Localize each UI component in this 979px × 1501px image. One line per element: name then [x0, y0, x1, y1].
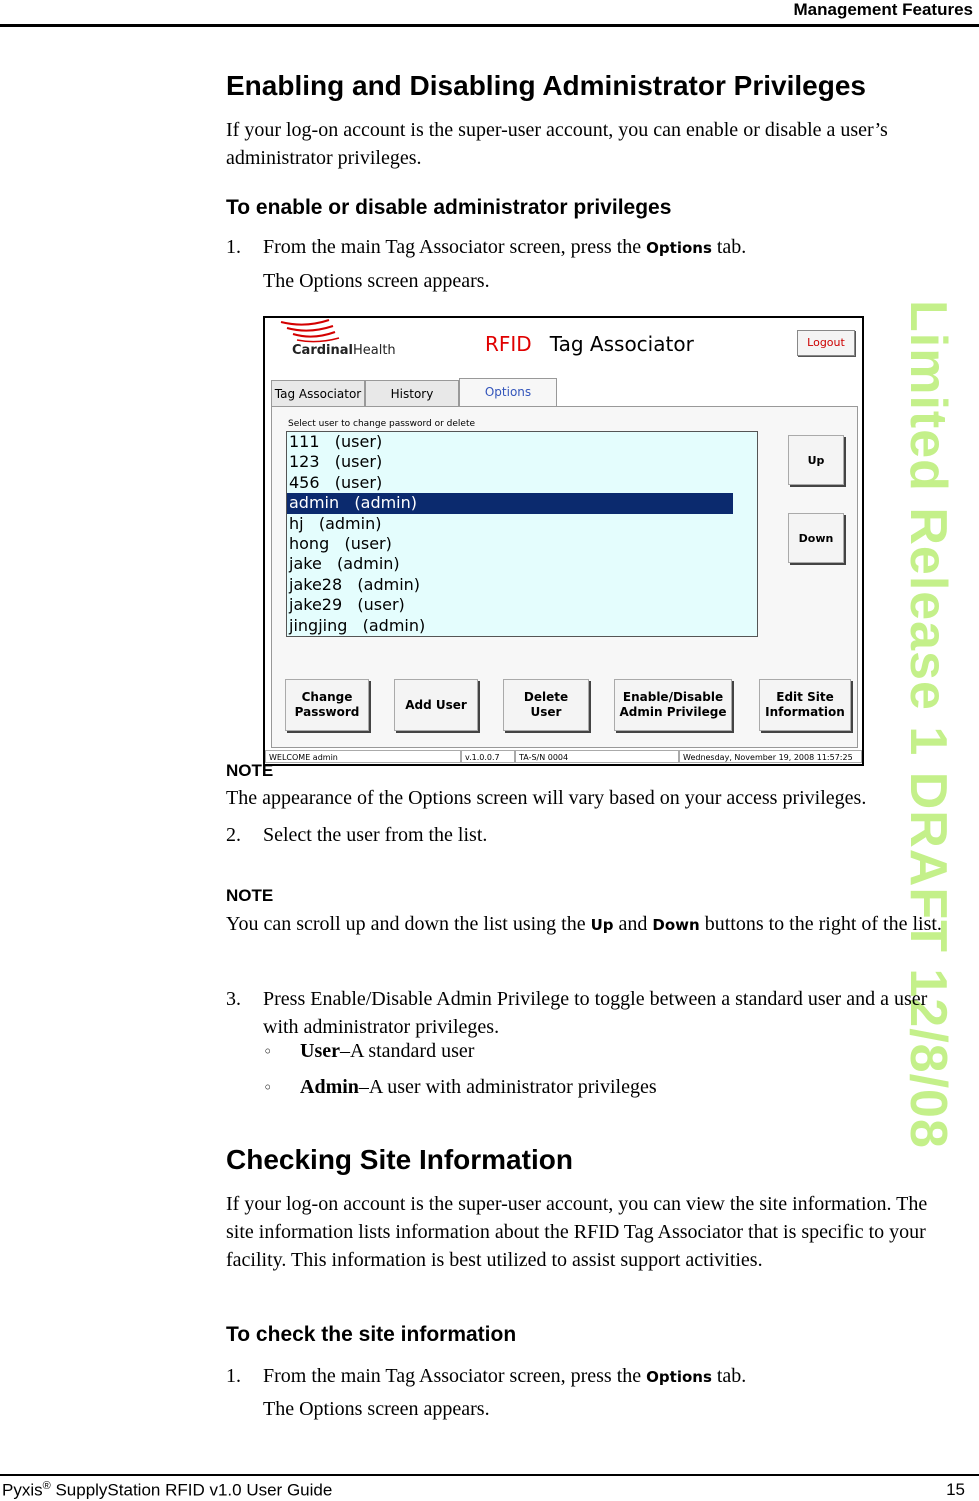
- note-text-end: buttons to the right of the list.: [699, 913, 942, 935]
- footer-guide-title: [2, 1480, 332, 1501]
- options-ui-label: Options: [646, 1368, 712, 1386]
- delete-user-button[interactable]: Delete User: [503, 679, 589, 731]
- bullet-desc: –A standard user: [339, 1040, 475, 1062]
- running-header: Management Features: [793, 0, 973, 19]
- options-ui-label: Options: [646, 239, 712, 257]
- options-panel: [271, 406, 858, 748]
- note-text: [226, 910, 946, 939]
- up-button[interactable]: Up: [788, 435, 844, 485]
- section-heading-admin-privileges: Enabling and Disabling Administrator Privileges: [226, 70, 866, 101]
- logout-button[interactable]: Logout: [797, 330, 855, 356]
- step-number: 3.: [226, 988, 241, 1010]
- bullet-user: [263, 1040, 474, 1063]
- note-label: NOTE: [226, 886, 274, 905]
- step-1: [226, 233, 946, 262]
- enable-disable-admin-button[interactable]: Enable/Disable Admin Privilege: [614, 679, 732, 731]
- tab-history[interactable]: History: [365, 380, 459, 407]
- logo-word-cardinal: Cardinal: [292, 343, 353, 358]
- app-title: [485, 332, 694, 356]
- edit-site-information-button[interactable]: Edit Site Information: [759, 679, 851, 731]
- note-text: The appearance of the Options screen will vary based on your access privileges.: [226, 787, 867, 809]
- step-text: Select the user from the list.: [263, 824, 488, 846]
- list-item-selected[interactable]: admin (admin): [287, 493, 733, 513]
- down-button[interactable]: Down: [788, 513, 844, 563]
- list-item[interactable]: hong (user): [289, 533, 392, 553]
- list-item[interactable]: hj (admin): [289, 513, 382, 533]
- footer-rule: [0, 1474, 979, 1476]
- list-item[interactable]: jake (admin): [289, 554, 400, 574]
- user-listbox[interactable]: [286, 431, 758, 637]
- list-item[interactable]: jake29 (user): [289, 595, 405, 615]
- step-1: [226, 1362, 946, 1391]
- status-serial: TA-S/N 0004: [515, 750, 679, 763]
- note-text-and: and: [613, 913, 653, 935]
- list-item[interactable]: jake28 (admin): [289, 574, 421, 594]
- note-label: NOTE: [226, 761, 274, 780]
- step-number: 1.: [226, 236, 241, 258]
- footer-guide: SupplyStation RFID v1.0 User Guide: [50, 1480, 333, 1500]
- down-ui-label: Down: [652, 916, 700, 934]
- step-text: From the main Tag Associator screen, press the: [263, 236, 647, 258]
- select-user-label: Select user to change password or delete: [288, 419, 476, 429]
- step-number: 2.: [226, 824, 241, 846]
- step-text: Press Enable/Disable Admin Privilege to toggle between a standard user and a user with administrator privileges.: [263, 988, 928, 1038]
- list-item[interactable]: 111 (user): [289, 432, 383, 451]
- draft-watermark: Limited Release 1 DRAFT 12/8/08: [899, 300, 957, 1149]
- step-3: [226, 985, 946, 1041]
- section-heading-site-information: Checking Site Information: [226, 1144, 573, 1175]
- logo-word-health: Health: [352, 343, 396, 358]
- tab-tag-associator[interactable]: Tag Associator: [271, 380, 365, 407]
- procedure-heading: To enable or disable administrator privileges: [226, 196, 672, 219]
- bullet-term: User: [300, 1040, 340, 1062]
- bullet-desc: –A user with administrator privileges: [358, 1076, 657, 1098]
- page-number: 15: [946, 1480, 965, 1499]
- step-result: The Options screen appears.: [263, 1398, 490, 1420]
- logo-wordmark: [292, 343, 396, 358]
- tab-bar: [271, 378, 856, 406]
- step-number: 1.: [226, 1365, 241, 1387]
- bullet-marker-icon: ◦: [263, 1042, 273, 1061]
- registered-mark: ®: [42, 1480, 51, 1492]
- step-result: The Options screen appears.: [263, 270, 490, 292]
- status-welcome: WELCOME admin: [265, 750, 461, 763]
- options-screen-screenshot: [263, 316, 864, 766]
- bullet-term: Admin: [300, 1076, 359, 1098]
- change-password-button[interactable]: Change Password: [285, 679, 369, 731]
- bullet-admin: [263, 1076, 657, 1099]
- step-text-end: tab.: [711, 1365, 747, 1387]
- add-user-button[interactable]: Add User: [394, 679, 478, 731]
- tab-options[interactable]: Options: [459, 378, 557, 407]
- up-ui-label: Up: [590, 916, 614, 934]
- procedure-heading: To check the site information: [226, 1323, 517, 1346]
- section-intro: If your log-on account is the super-user account, you can enable or disable a user’s administrator privileges.: [226, 119, 888, 169]
- bullet-marker-icon: ◦: [263, 1078, 273, 1097]
- app-title-rfid: RFID: [485, 332, 532, 356]
- status-version: v.1.0.0.7: [461, 750, 515, 763]
- list-item[interactable]: 456 (user): [289, 472, 383, 492]
- section-intro: If your log-on account is the super-user account, you can view the site information. The site information lists information about the RFID Tag Associator that is specific to your facility. This information is best utilized to assist support activities.: [226, 1193, 928, 1271]
- step-text-end: tab.: [711, 236, 747, 258]
- list-item[interactable]: 123 (user): [289, 452, 383, 472]
- status-datetime: Wednesday, November 19, 2008 11:57:25: [679, 750, 862, 763]
- footer-product: Pyxis: [2, 1480, 43, 1500]
- header-rule: [0, 24, 979, 27]
- app-title-name: Tag Associator: [549, 332, 694, 356]
- status-bar: [265, 750, 862, 764]
- list-item[interactable]: jingjing (admin): [289, 615, 426, 635]
- step-2: [226, 821, 946, 849]
- note-text-start: You can scroll up and down the list using the: [226, 913, 591, 935]
- step-text: From the main Tag Associator screen, press the: [263, 1365, 647, 1387]
